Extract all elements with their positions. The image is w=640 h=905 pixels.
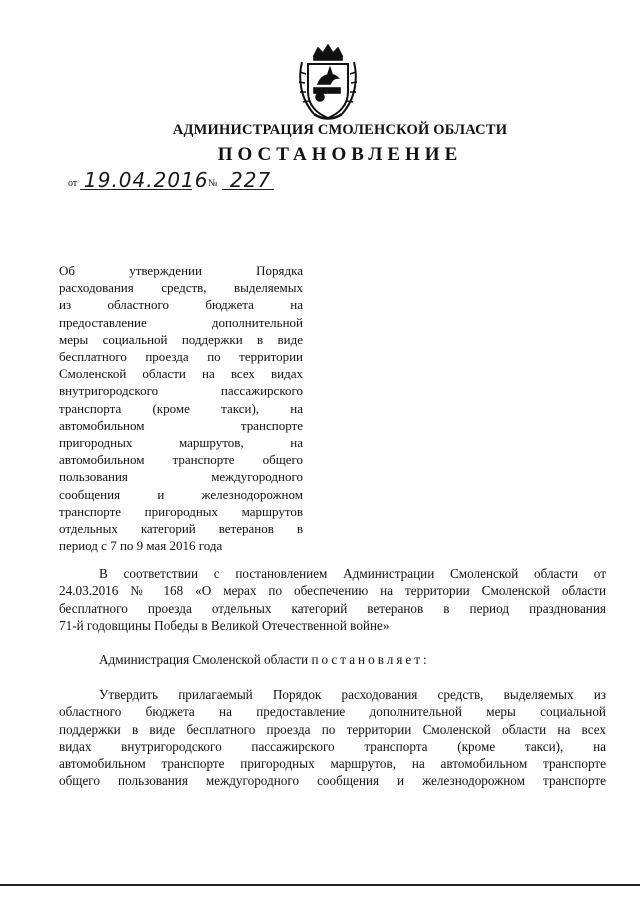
title-line: пригородных маршрутов, на [59, 435, 303, 451]
date-underline [80, 189, 192, 190]
paragraph-line: 71-й годовщины Победы в Великой Отечественной войне» [59, 617, 390, 633]
title-line: из областного бюджета на [59, 297, 303, 313]
paragraph-line: Утвердить прилагаемый Порядок расходования средств, выделяемых из [99, 687, 606, 702]
document-title [59, 262, 303, 554]
title-line: сообщения и железнодорожном [59, 486, 303, 502]
title-line: отдельных категорий ветеранов в [59, 521, 303, 537]
number-label: № [208, 178, 218, 189]
title-line: транспорте пригородных маршрутов [59, 503, 303, 519]
resolution-subject: Администрация Смоленской области [99, 652, 309, 667]
title-line: автомобильном транспорте общего [59, 452, 303, 468]
resolution-line [59, 651, 606, 668]
title-line: Об утверждении Порядка [59, 263, 303, 278]
title-line: транспорта (кроме такси), на [59, 400, 303, 416]
paragraph-line: автомобильном транспорте пригородных маршрутов, на автомобильном транспорте [59, 756, 606, 772]
paragraph-line: В соответствии с постановлением Администрации Смоленской области от [99, 566, 606, 581]
paragraph-line: поддержки в виде бесплатного проезда по территории Смоленской области на всех [59, 721, 606, 737]
title-line: расходования средств, выделяемых [59, 280, 303, 296]
resolution-text [59, 651, 606, 668]
date-label: от [68, 178, 78, 189]
title-line: бесплатного проезда по территории [59, 349, 303, 365]
paragraph-line: 24.03.2016 № 168 «О мерах по обеспечению на территории Смоленской области [59, 583, 606, 599]
title-line: пользования междугородного [59, 469, 303, 485]
document-type: ПОСТАНОВЛЕНИЕ [217, 144, 463, 165]
paragraph-line: бесплатного проезда отдельных категорий ветеранов в период празднования [59, 600, 606, 616]
date-value: 19.04.2016 [84, 168, 209, 192]
page-bottom-border [0, 884, 640, 886]
title-line: автомобильном транспорте [59, 417, 303, 433]
title-line: меры социальной поддержки в виде [59, 331, 303, 347]
coat-of-arms-emblem [292, 42, 364, 124]
resolution-verb: постановляет: [311, 652, 430, 667]
title-line: период с 7 по 9 мая 2016 года [59, 538, 223, 554]
preamble-paragraph [59, 565, 606, 634]
agency-name: АДМИНИСТРАЦИЯ СМОЛЕНСКОЙ ОБЛАСТИ [172, 122, 508, 138]
title-line: внутригородского пассажирского [59, 383, 303, 399]
paragraph-line: общего пользования междугородного сообщения и железнодорожном транспорте [59, 773, 606, 789]
number-underline [222, 189, 274, 190]
paragraph-line: областного бюджета на предоставление дополнительной меры социальной [59, 704, 606, 720]
paragraph-line: видах внутригородского пассажирского транспорта (кроме такси), на [59, 738, 606, 754]
title-line: предоставление дополнительной [59, 314, 303, 330]
date-number-line [0, 168, 640, 192]
number-value: 227 [230, 168, 272, 192]
operative-paragraph [59, 686, 606, 790]
title-line: Смоленской области на всех видах [59, 366, 303, 382]
